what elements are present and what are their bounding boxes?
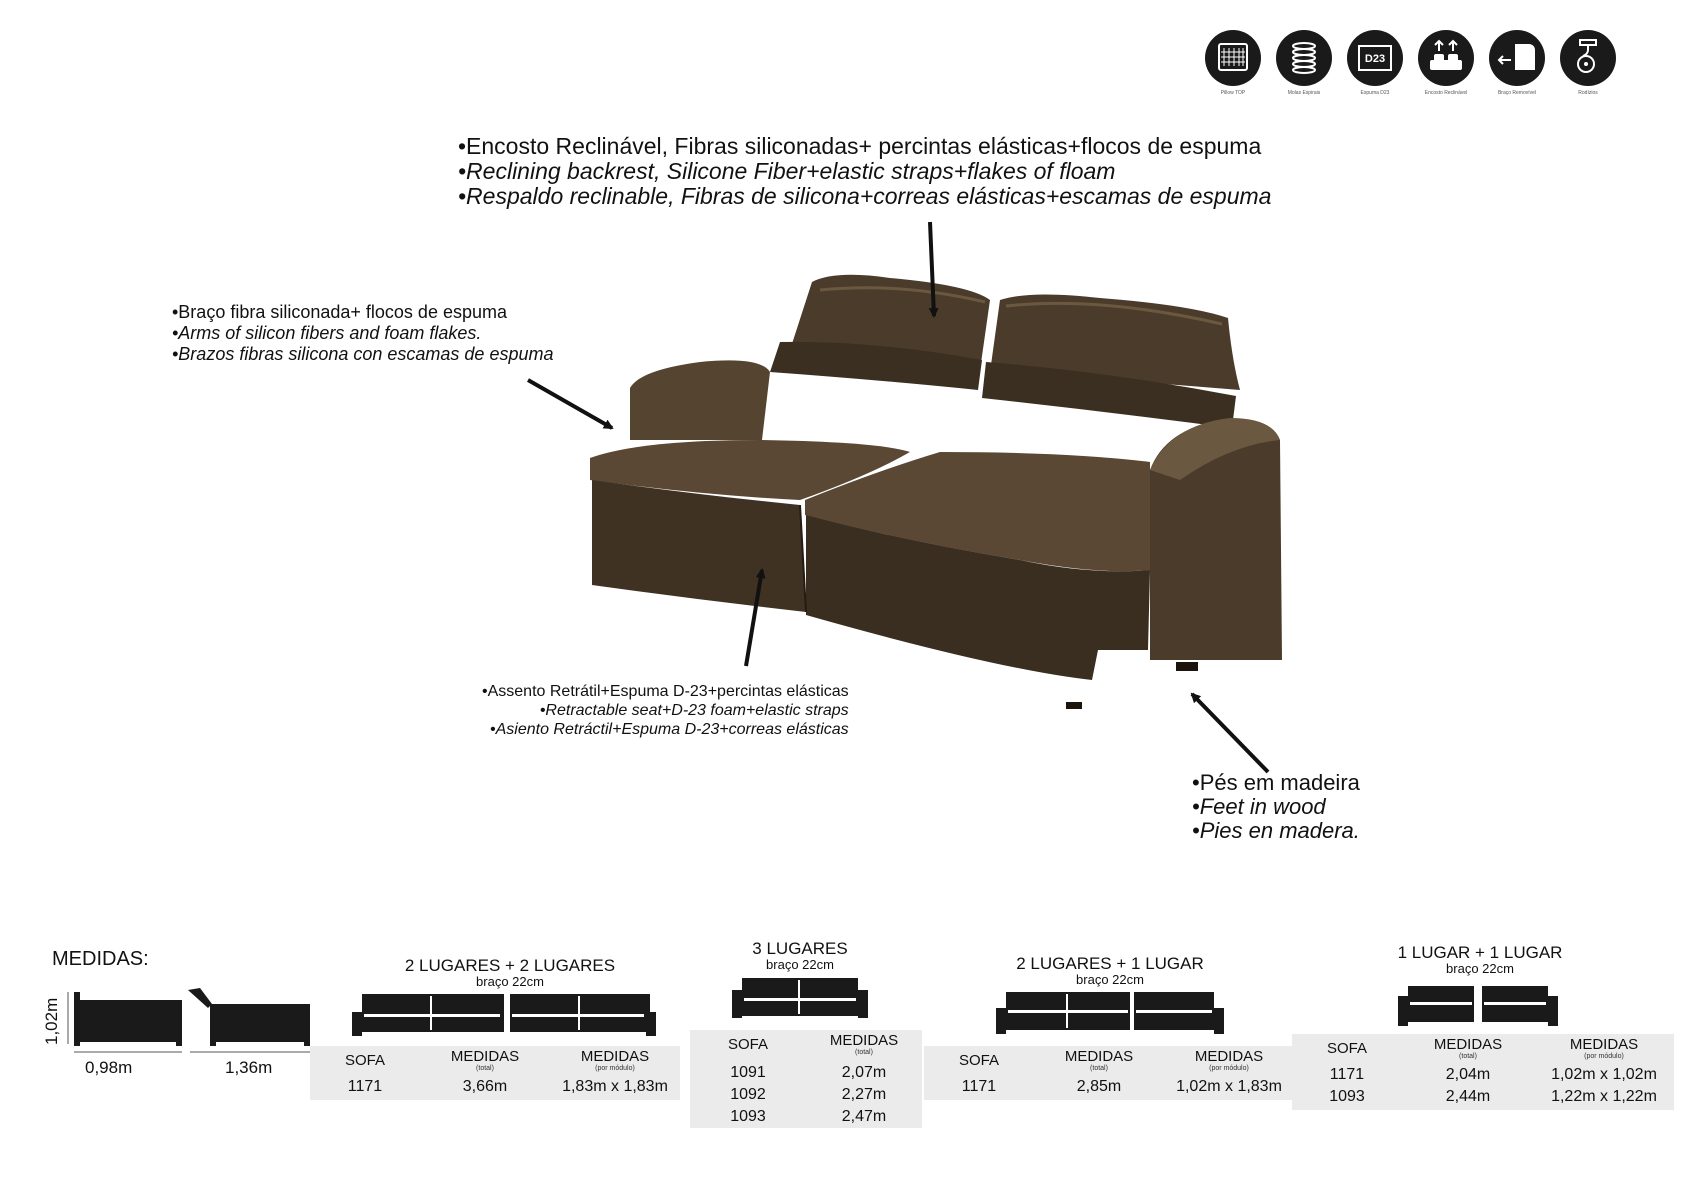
measures-table-1-1 [1292,1034,1674,1110]
table-cell: 1,02m x 1,02m [1551,1066,1657,1083]
side-profile-diagrams [40,980,320,1080]
group-title [380,957,640,989]
side-depth-label: 0,98m [85,1058,133,1077]
table-cell: 1093 [730,1108,766,1125]
group-name: 2 LUGARES + 2 LUGARES [404,956,616,975]
group-subtitle: braço 22cm [766,957,834,972]
note-line-pt: •Assento Retrátil+Espuma D-23+percintas elásticas [482,683,849,700]
sofa-diagram-1-1 [1396,984,1564,1032]
sofa-diagram-2-2 [350,990,660,1038]
sofa-diagram-3 [730,976,870,1024]
group-subtitle: braço 22cm [476,974,544,989]
arrow-feet [1192,694,1268,772]
d23-badge: D23 [1364,53,1386,65]
table-cell: 1,83m x 1,83m [562,1078,668,1095]
col-header: MEDIDAS [1064,1048,1134,1065]
table-cell: 2,47m [841,1108,887,1125]
col-header: SOFA [727,1036,768,1053]
measures-title: MEDIDAS: [52,948,149,970]
table-cell: 1171 [1329,1066,1365,1083]
col-subheader: (total) [855,1049,873,1056]
col-subheader: (total) [1090,1065,1108,1072]
note-line-pt: •Pés em madeira [1192,770,1360,795]
feature-caption: Espuma D23 [1360,90,1390,96]
table-cell: 1171 [961,1078,997,1095]
note-line-en: •Arms of silicon fibers and foam flakes. [172,323,482,343]
table-cell: 2,44m [1445,1088,1491,1105]
table-cell: 1092 [730,1086,766,1103]
col-header: MEDIDAS [1569,1036,1639,1053]
note-line-en: •Retractable seat+D-23 foam+elastic straps [539,702,849,719]
base-left [592,480,806,612]
group-subtitle: braço 22cm [1446,961,1514,976]
measures-table-2-1 [924,1046,1294,1100]
group-name: 1 LUGAR + 1 LUGAR [1397,943,1563,962]
col-header: MEDIDAS [829,1032,899,1049]
table-cell: 1,02m x 1,83m [1176,1078,1282,1095]
table-cell: 2,85m [1076,1078,1122,1095]
note-line-es: •Pies en madera. [1192,818,1360,843]
col-subheader: (por módulo) [1209,1065,1249,1072]
note-line-en: •Feet in wood [1192,794,1326,819]
col-header: SOFA [1326,1040,1367,1057]
feature-caption: Pillow TOP [1220,90,1246,96]
table-cell: 3,66m [462,1078,508,1095]
note-line-es: •Respaldo reclinable, Fibras de silicona+correas elásticas+escamas de espuma [458,183,1272,209]
note-line-pt: •Encosto Reclinável, Fibras siliconadas+ percintas elásticas+flocos de espuma [458,133,1262,159]
feature-caption: Encosto Reclinável [1424,90,1468,96]
group-title [990,955,1230,987]
col-header: SOFA [958,1052,999,1069]
col-header: MEDIDAS [450,1048,520,1065]
arrow-arm [528,380,612,428]
col-subheader: (por módulo) [595,1065,635,1072]
note-line-es: •Brazos fibras silicona con escamas de espuma [172,344,554,364]
sofa-diagram-2-1 [994,990,1226,1038]
col-header: MEDIDAS [1194,1048,1264,1065]
col-header: MEDIDAS [580,1048,650,1065]
reclined-depth-label: 1,36m [225,1058,273,1077]
group-title [700,940,900,972]
group-name: 2 LUGARES + 1 LUGAR [1016,954,1204,973]
table-cell: 2,07m [841,1064,887,1081]
note-line-en: •Reclining backrest, Silicone Fiber+elastic straps+flakes of floam [458,158,1116,184]
feature-caption: Rodízios [1578,90,1598,96]
col-subheader: (por módulo) [1584,1053,1624,1060]
table-cell: 1171 [347,1078,383,1095]
measures-table-3 [690,1030,922,1128]
feature-caption: Molas Espirais [1287,90,1321,96]
table-cell: 1093 [1329,1088,1365,1105]
feature-caption: Braço Removível [1497,90,1537,96]
group-subtitle: braço 22cm [1076,972,1144,987]
arm-left [630,360,770,440]
foot-front [1066,702,1082,709]
group-name: 3 LUGARES [752,939,848,958]
side-height-label: 1,02m [42,997,61,1045]
note-line-pt: •Braço fibra siliconada+ flocos de espuma [172,302,507,322]
table-cell: 2,04m [1445,1066,1491,1083]
col-header: MEDIDAS [1433,1036,1503,1053]
table-cell: 1091 [730,1064,766,1081]
table-cell: 1,22m x 1,22m [1551,1088,1657,1105]
note-line-es: •Asiento Retráctil+Espuma D-23+correas elásticas [490,721,849,738]
col-header: SOFA [344,1052,385,1069]
col-subheader: (total) [1459,1053,1477,1060]
foot-right [1176,662,1198,671]
measures-table-2-2 [310,1046,680,1100]
col-subheader: (total) [476,1065,494,1072]
group-title [1370,944,1590,976]
table-cell: 2,27m [841,1086,887,1103]
